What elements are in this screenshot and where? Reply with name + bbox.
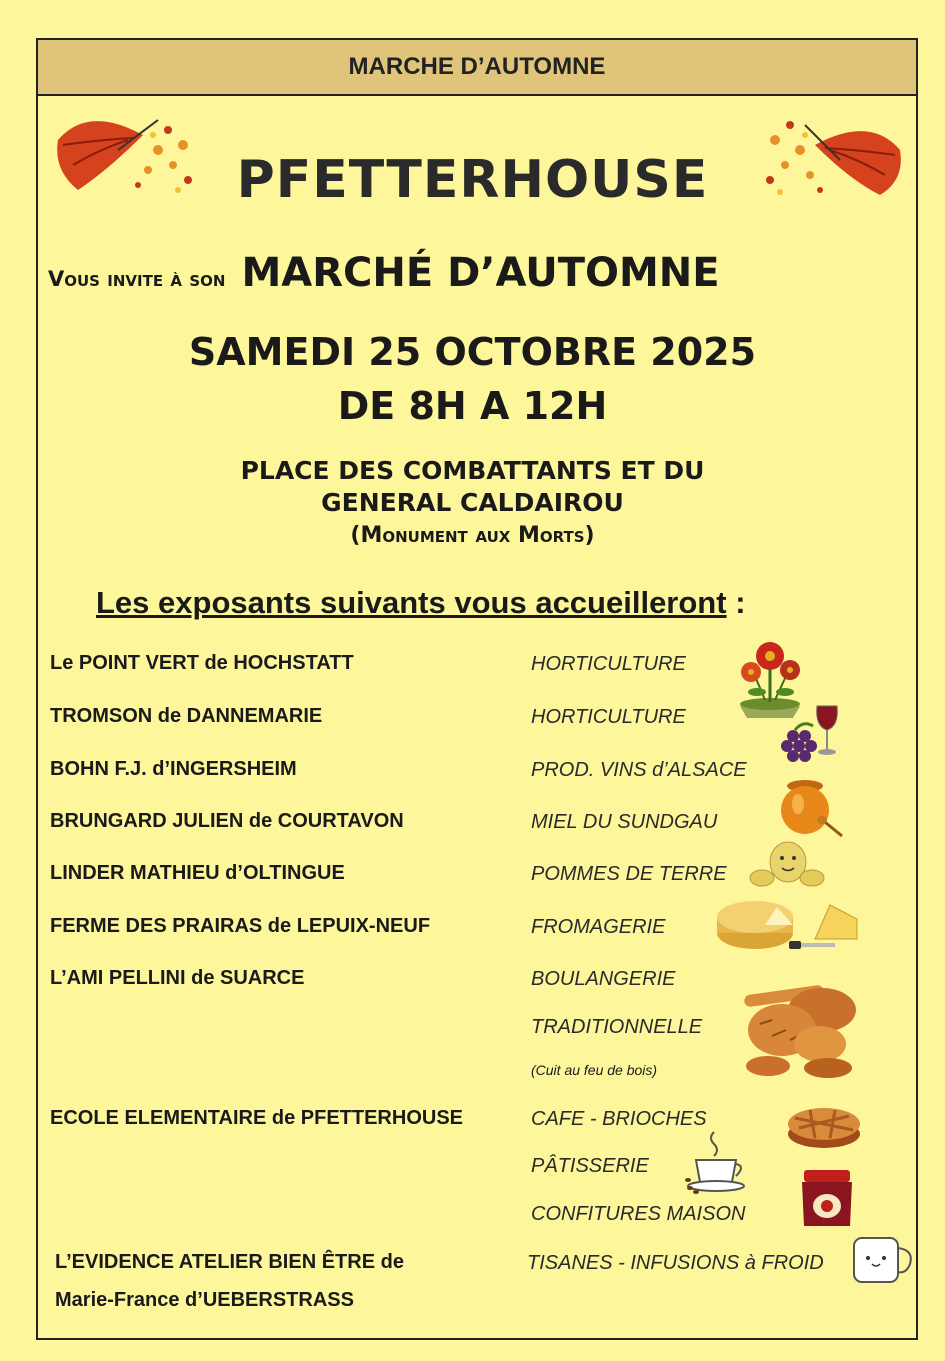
event-date: SAMEDI 25 OCTOBRE 2025 [188, 330, 757, 374]
bread-icon [742, 980, 860, 1080]
category-label: HORTICULTURE [531, 653, 686, 675]
event-hours: DE 8H A 12H [337, 384, 608, 428]
invite-big: MARCHÉ D’AUTOMNE [241, 250, 720, 296]
jam-jar-icon [796, 1166, 858, 1230]
category-label: FROMAGERIE [531, 916, 666, 938]
exhibitor-name: BRUNGARD JULIEN de COURTAVON [50, 810, 404, 832]
bread-note: (Cuit au feu de bois) [531, 1062, 658, 1078]
place-line-1: PLACE DES COMBATTANTS ET DU [240, 456, 705, 485]
category-label: TRADITIONNELLE [531, 1016, 703, 1038]
exhibitor-name: L’EVIDENCE ATELIER BIEN ÊTRE de [55, 1251, 404, 1273]
coffee-cup-icon [684, 1130, 756, 1194]
invite-small: Vous invite à son [48, 267, 226, 291]
category-label: BOULANGERIE [531, 968, 676, 990]
exhibitor-name: TROMSON de DANNEMARIE [50, 705, 323, 727]
category-label: PÂTISSERIE [531, 1155, 649, 1177]
category-label: PROD. VINS d’ALSACE [531, 759, 747, 781]
category-label: HORTICULTURE [531, 706, 686, 728]
exhibitor-name: L’AMI PELLINI de SUARCE [50, 967, 305, 989]
top-banner: MARCHE D’AUTOMNE [38, 40, 916, 96]
invite-line [48, 250, 918, 296]
cheese-icon [715, 895, 860, 957]
honey-pot-icon [778, 778, 848, 840]
wine-grapes-icon [775, 700, 845, 764]
exhibitor-name: FERME DES PRAIRAS de LEPUIX-NEUF [50, 915, 431, 937]
place-line-3: (Monument aux Morts) [350, 523, 595, 548]
exhibitor-name: LINDER MATHIEU d’OLTINGUE [50, 862, 345, 884]
potatoes-icon [748, 838, 826, 888]
heading-text: Les exposants suivants vous accueilleront [96, 585, 727, 620]
exhibitor-name: Marie-France d’UEBERSTRASS [55, 1289, 354, 1311]
mug-icon [850, 1234, 916, 1288]
exhibitor-name: ECOLE ELEMENTAIRE de PFETTERHOUSE [50, 1107, 463, 1129]
category-label: POMMES DE TERRE [531, 863, 727, 885]
heading-suffix: : [726, 585, 746, 620]
exhibitor-name: Le POINT VERT de HOCHSTATT [50, 652, 354, 674]
exhibitors-heading [96, 585, 746, 621]
category-label: CAFE - BRIOCHES [531, 1108, 707, 1130]
exhibitor-name: BOHN F.J. d’INGERSHEIM [50, 758, 297, 780]
page-title: PFETTERHOUSE [236, 150, 709, 210]
category-label: CONFITURES MAISON [531, 1203, 746, 1225]
category-label: TISANES - INFUSIONS à FROID [527, 1252, 824, 1274]
category-label: MIEL DU SUNDGAU [531, 811, 718, 833]
place-line-2: GENERAL CALDAIROU [321, 488, 624, 517]
pie-icon [785, 1100, 863, 1150]
